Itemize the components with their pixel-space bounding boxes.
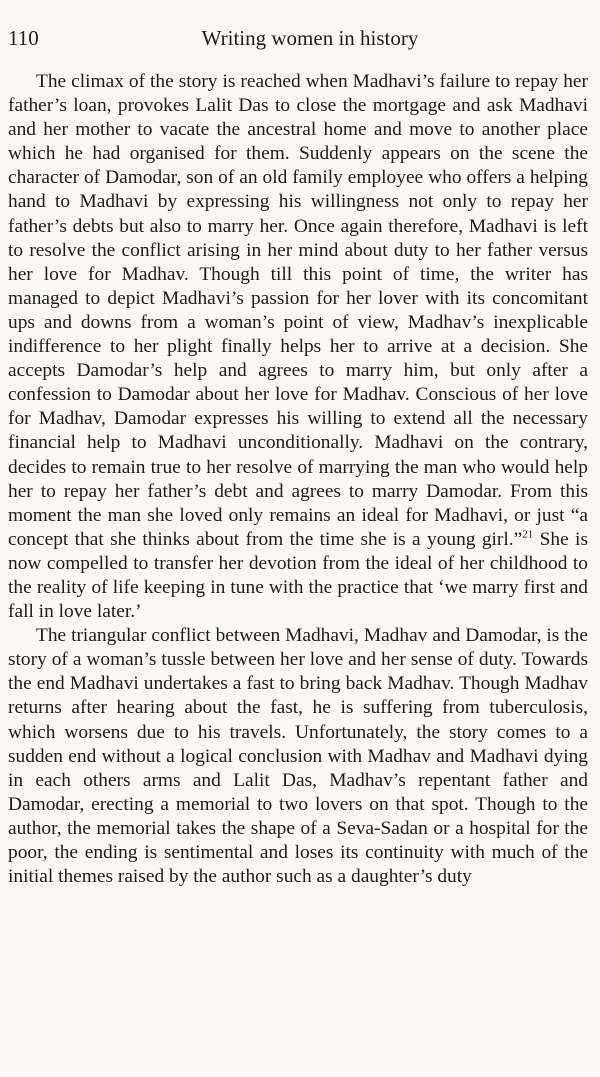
running-head-title: Writing women in history: [201, 26, 419, 50]
page-number: 110: [8, 26, 39, 50]
footnote-reference: 21: [522, 528, 534, 541]
body-text: [8, 70, 588, 889]
paragraph-1: [8, 70, 588, 624]
paragraph-2: The triangular conflict between Madhavi, Madhav and Damodar, is the story of a woman’s tussle between her love and her sense of duty. Towards the end Madhavi undertakes a fast to bring back Madhav. Though Madhav returns after hearing about the fast, he is suffering from tuberculosis, which worsens due to his travels. Unfortunately, the story comes to a sudden end without a logical conclusion with Madhav and Madhavi dying in each others arms and Lalit Das, Madhav’s repentant father and Damodar, erecting a memorial to two lovers on that spot. Though to the author, the memorial takes the shape of a Seva-Sadan or a hospital for the poor, the ending is sentimental and loses its continuity with much of the initial themes raised by the author such as a daughter’s duty: [8, 625, 588, 888]
paragraph-1-text-continued: She is now compelled to transfer her devotion from the ideal of her childhood to the reality of life keeping in tune with the practice that ‘we marry first and fall in love later.’: [8, 528, 588, 623]
paragraph-1-text: The climax of the story is reached when Madhavi’s failure to repay her father’s loan, provokes Lalit Das to close the mortgage and ask Madhavi and her mother to vacate the ancestral home and move to another place which he had organised for them. Suddenly appears on the scene the character of Damodar, son of an old family employee who offers a helping hand to Madhavi by expressing his willingness not only to repay her father’s debts but also to marry her. Once again therefore, Madhavi is left to resolve the conflict arising in her mind about duty to her father versus her love for Madhav. Though till this point of time, the writer has managed to depict Madhavi’s passion for her lover with its concomitant ups and downs from a woman’s point of view, Madhav’s inexplicable indifference to her plight finally helps her to arrive at a decision. She accepts Damodar’s help and agrees to marry him, but only after a confession to Damodar about her love for Madhav. Conscious of her love for Madhav, Damodar expresses his willing to extend all the necessary financial help to Madhavi unconditionally. Madhavi on the contrary, decides to remain true to her resolve of marrying the man who would help her to repay her father’s debt and agrees to marry Damodar. From this moment the man she loved only remains an ideal for Madhavi, or just “a concept that she thinks about from the time she is a young girl.”: [8, 71, 588, 550]
page-header: [8, 26, 592, 54]
